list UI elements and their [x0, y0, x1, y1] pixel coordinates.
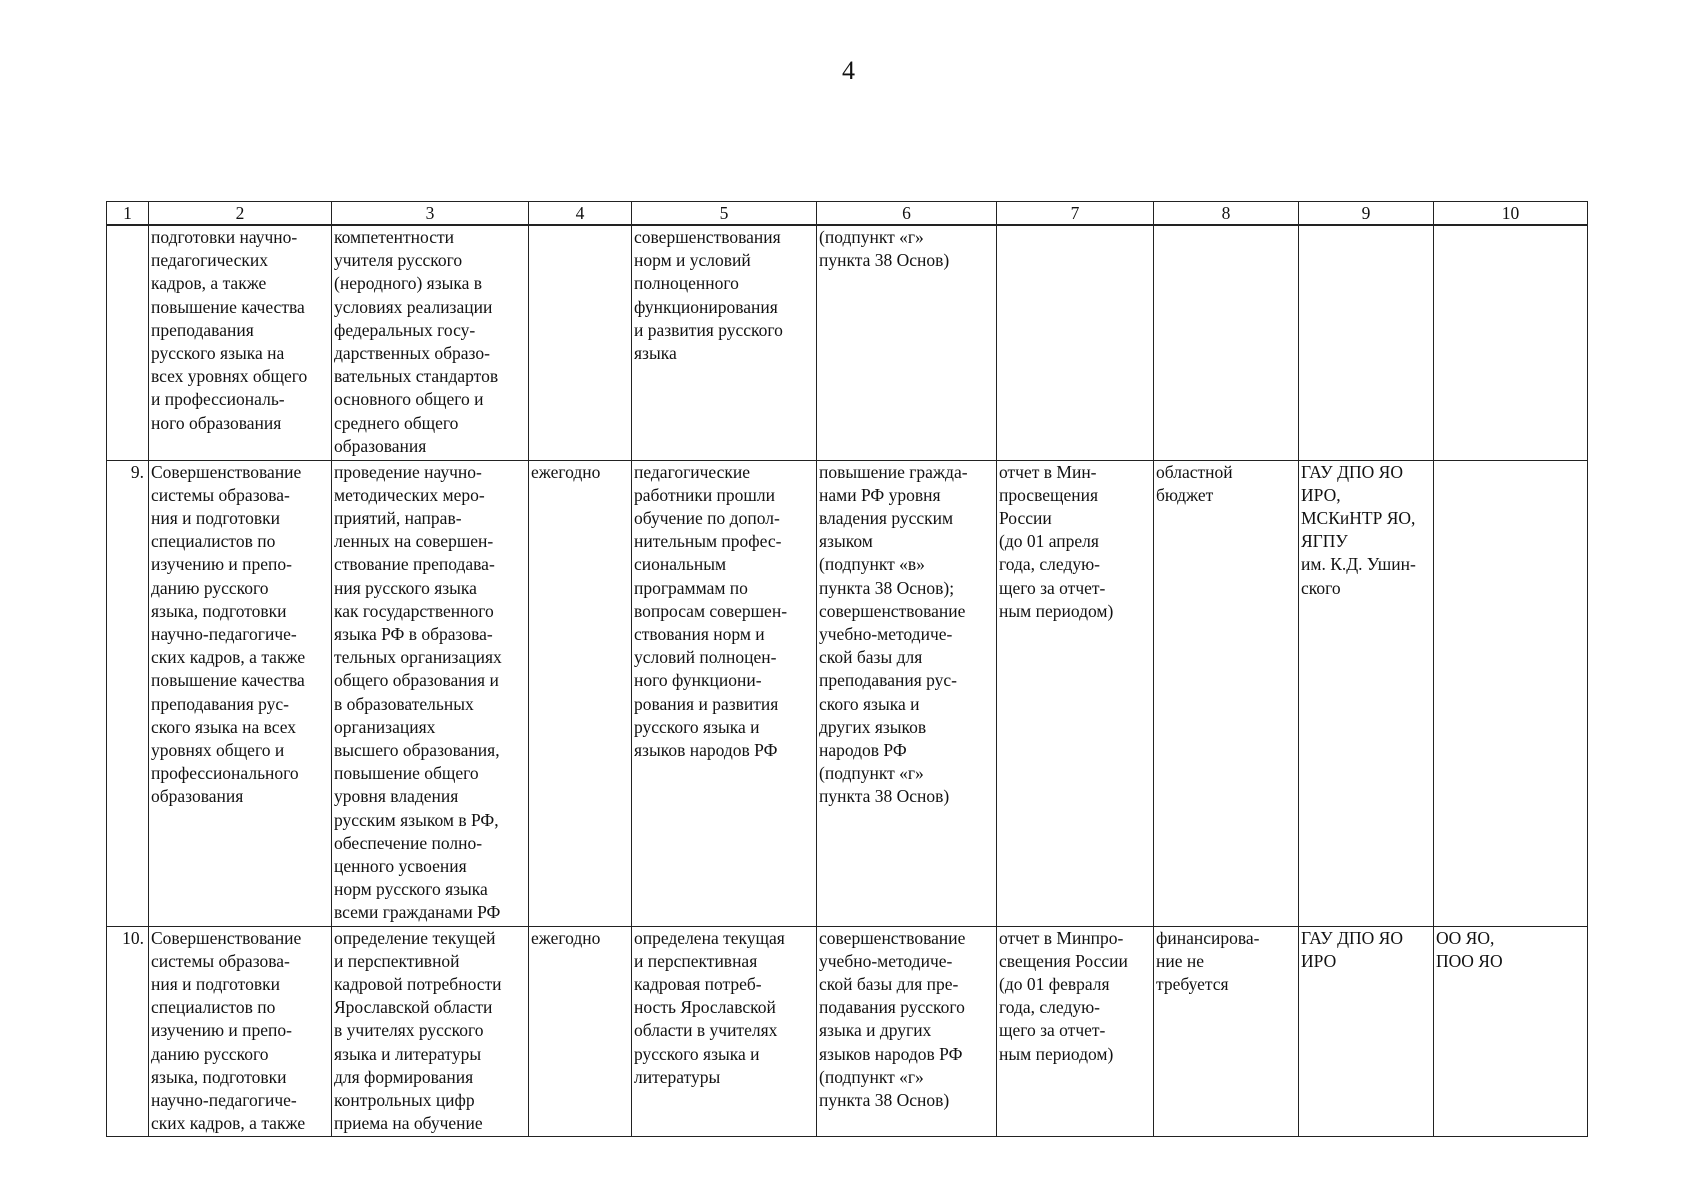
column-header: 1 [107, 202, 149, 226]
cell-measures: проведение научно- методических меро- приятий, направ- ленных на совершен- ствование преподава- ния русского языка как государственного языка РФ в образова- тельных организациях общего образования и в образовательных организациях высшего образования, повышение общего уровня владения русским языком в РФ, обеспечение полно- ценного усвоения норм русского языка всеми гражданами РФ [332, 460, 529, 926]
action-plan-table [106, 201, 1588, 1137]
cell-co-executors [1434, 225, 1588, 460]
cell-activity-name: Совершенствование системы образова- ния и подготовки специалистов по изучению и препо- данию русского языка, подготовки научно-педагогиче- ских кадров, а также повышение качества преподавания рус- ского языка на всех уровнях общего и профессионального образования [149, 460, 332, 926]
cell-funding: финансирова- ние не требуется [1154, 926, 1299, 1136]
column-header: 8 [1154, 202, 1299, 226]
column-header: 7 [997, 202, 1154, 226]
column-header: 3 [332, 202, 529, 226]
column-header: 6 [817, 202, 997, 226]
cell-result: совершенствования норм и условий полноценного функционирования и развития русского языка [632, 225, 817, 460]
cell-measures: компетентности учителя русского (неродного) языка в условиях реализации федеральных госу- дарственных образо- вательных стандартов основного общего и среднего общего образования [332, 225, 529, 460]
cell-funding: областной бюджет [1154, 460, 1299, 926]
cell-reporting [997, 225, 1154, 460]
cell-executors: ГАУ ДПО ЯО ИРО, МСКиНТР ЯО, ЯГПУ им. К.Д. Ушин- ского [1299, 460, 1434, 926]
row-number [107, 225, 149, 460]
table-row [107, 926, 1588, 1136]
column-header: 5 [632, 202, 817, 226]
column-header: 9 [1299, 202, 1434, 226]
cell-funding [1154, 225, 1299, 460]
header-row [107, 202, 1588, 226]
table-header [107, 202, 1588, 226]
cell-co-executors: ОО ЯО, ПОО ЯО [1434, 926, 1588, 1136]
column-header: 4 [529, 202, 632, 226]
cell-goal-link: совершенствование учебно-методиче- ской базы для пре- подавания русского языка и других языков народов РФ (подпункт «г» пункта 38 Основ) [817, 926, 997, 1136]
page-number: 4 [842, 56, 855, 85]
cell-goal-link: повышение гражда- нами РФ уровня владения русским языком (подпункт «в» пункта 38 Основ); совершенствование учебно-методиче- ской базы для преподавания рус- ского языка и других языков народов РФ (подпункт «г» пункта 38 Основ) [817, 460, 997, 926]
cell-timeline [529, 225, 632, 460]
cell-measures: определение текущей и перспективной кадровой потребности Ярославской области в учителях русского языка и литературы для формирования контрольных цифр приема на обучение [332, 926, 529, 1136]
column-header: 2 [149, 202, 332, 226]
cell-goal-link: (подпункт «г» пункта 38 Основ) [817, 225, 997, 460]
column-header: 10 [1434, 202, 1588, 226]
cell-timeline: ежегодно [529, 926, 632, 1136]
table-row [107, 225, 1588, 460]
cell-timeline: ежегодно [529, 460, 632, 926]
cell-executors: ГАУ ДПО ЯО ИРО [1299, 926, 1434, 1136]
cell-co-executors [1434, 460, 1588, 926]
row-number: 9. [107, 460, 149, 926]
row-number: 10. [107, 926, 149, 1136]
cell-result: педагогические работники прошли обучение по допол- нительным профес- сиональным программам по вопросам совершен- ствования норм и условий полноцен- ного функциони- рования и развития русского языка и языков народов РФ [632, 460, 817, 926]
cell-activity-name: подготовки научно- педагогических кадров, а также повышение качества преподавания русского языка на всех уровнях общего и профессиональ- ного образования [149, 225, 332, 460]
cell-reporting: отчет в Минпро- свещения России (до 01 февраля года, следую- щего за отчет- ным периодом) [997, 926, 1154, 1136]
cell-result: определена текущая и перспективная кадровая потреб- ность Ярославской области в учителях русского языка и литературы [632, 926, 817, 1136]
cell-activity-name: Совершенствование системы образова- ния и подготовки специалистов по изучению и препо- данию русского языка, подготовки научно-педагогиче- ских кадров, а также [149, 926, 332, 1136]
table-row [107, 460, 1588, 926]
cell-reporting: отчет в Мин- просвещения России (до 01 апреля года, следую- щего за отчет- ным периодом) [997, 460, 1154, 926]
cell-executors [1299, 225, 1434, 460]
